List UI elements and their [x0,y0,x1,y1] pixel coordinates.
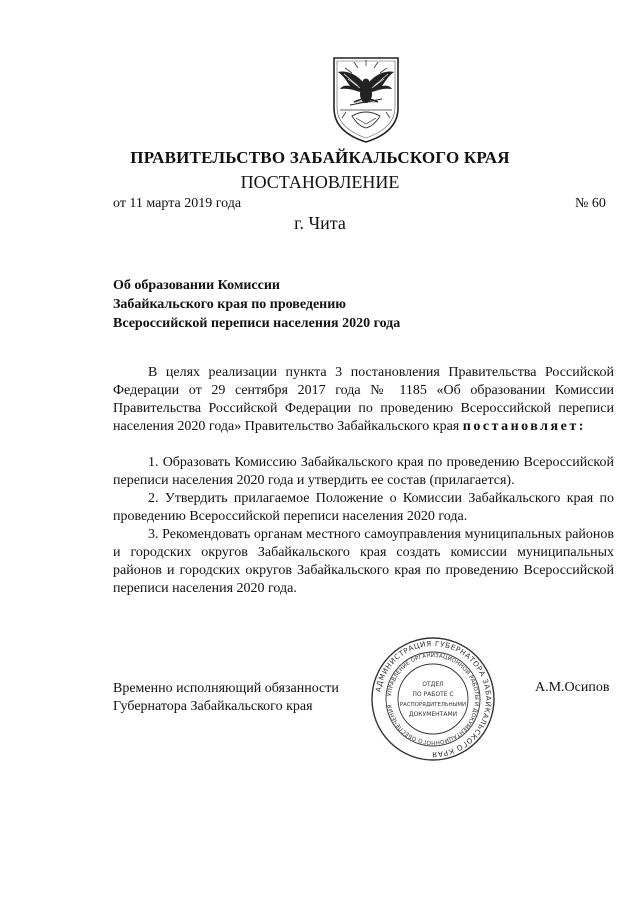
seal-center-line: ДОКУМЕНТАМИ [408,711,458,718]
document-city: г. Чита [294,213,346,233]
document-subject [113,276,443,333]
clause-item: 1. Образовать Комиссию Забайкальского края по проведению Всероссийской переписи населения 2020 года и утвердить ее состав (прилагается). [113,455,614,488]
document-date: от 11 марта 2019 года [113,196,242,211]
svg-text:УПРАВЛЕНИЕ ОРГАНИЗАЦИОННОЙ РАБ [387,653,479,745]
zabaykalsky-krai-coat-of-arms-icon [330,56,402,144]
seal-center-line: ОТДЕЛ [422,681,444,688]
government-title: ПРАВИТЕЛЬСТВО ЗАБАЙКАЛЬСКОГО КРАЯ [130,148,510,167]
seal-center-line: ПО РАБОТЕ С [412,691,454,698]
clause-item: 3. Рекомендовать органам местного самоуправления муниципальных районов и городских округов Забайкальского края создать комиссии муниципальных районов и городских округов Забайкальского края по проведению Всероссийской переписи населения 2020 года. [113,527,614,596]
preamble-paragraph [113,364,614,436]
document-body [113,364,614,598]
clause-item: 2. Утвердить прилагаемое Положение о Комиссии Забайкальского края по проведению Всероссийской переписи населения 2020 года. [113,491,614,524]
subject-line: Об образовании Комиссии [113,278,280,293]
round-seal-icon [370,636,496,762]
signatory-name: А.М.Осипов [535,680,610,695]
seal-center-line: РАСПОРЯДИТЕЛЬНЫМИ [399,702,467,708]
seal-inner-text: УПРАВЛЕНИЕ ОРГАНИЗАЦИОННОЙ РАБОТЫ И ДОКУМЕНТАЦИОННОГО ОБЕСПЕЧЕНИЯ [387,652,480,746]
seal-outer-text: АДМИНИСТРАЦИЯ ГУБЕРНАТОРА ЗАБАЙКАЛЬСКОГО КРАЯ [373,638,494,760]
preamble-text: В целях реализации пункта 3 постановления Правительства Российской Федерации от 29 сентября 2017 года № 1185 «Об образовании Комиссии Правительства Российской Федерации по проведению Всероссийской переписи населения 2020 года» Правительство Забайкальского края [113,365,614,434]
subject-line: Забайкальского края по проведению [113,297,347,312]
subject-line: Всероссийской переписи населения 2020 года [113,316,401,331]
signatory-position [113,680,339,716]
document-number: № 60 [575,196,606,211]
document-type: ПОСТАНОВЛЕНИЕ [240,172,400,192]
signatory-position-line: Временно исполняющий обязанности [113,681,339,696]
clauses-list [113,454,614,598]
signatory-position-line: Губернатора Забайкальского края [113,699,313,714]
resolve-verb: постановляет: [462,419,586,434]
